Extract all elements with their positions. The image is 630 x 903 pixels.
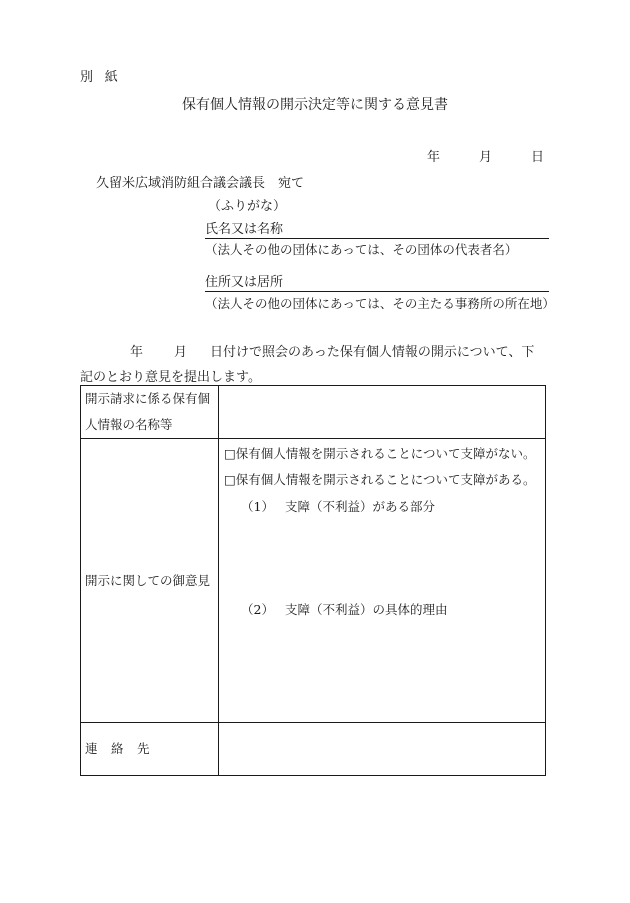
contact-input[interactable]: [219, 723, 546, 776]
opinion-cell[interactable]: [219, 439, 546, 723]
intro-line-1: [130, 341, 534, 360]
furigana-label: （ふりがな）: [208, 199, 287, 214]
objection-reason-label: （2） 支障（不利益）の具体的理由: [241, 602, 448, 617]
date-year: 年: [427, 150, 441, 165]
option-objection-checkbox[interactable]: □保有個人情報を開示されることについて支障がある。: [224, 472, 536, 487]
intro-month: 月: [174, 345, 188, 360]
date-line: [427, 146, 544, 165]
info-name-label: 開示請求に係る保有個 人情報の名称等: [81, 386, 219, 439]
table-row: [81, 439, 546, 723]
date-month: 月: [479, 150, 493, 165]
objection-part-label: （1） 支障（不利益）がある部分: [241, 499, 436, 514]
intro-text: 日付けで照会のあった保有個人情報の開示について、下: [210, 345, 535, 360]
option-no-objection-checkbox[interactable]: □保有個人情報を開示されることについて支障がない。: [224, 446, 536, 461]
attachment-label: 別紙: [80, 70, 130, 85]
opinion-label: 開示に関しての御意見: [81, 439, 219, 723]
intro-year: 年: [130, 345, 144, 360]
table-row: [81, 386, 546, 439]
name-field[interactable]: 氏名又は名称: [205, 218, 549, 239]
info-name-input[interactable]: [219, 386, 546, 439]
intro-line-2: 記のとおり意見を提出します。: [80, 370, 261, 385]
document-title: 保有個人情報の開示決定等に関する意見書: [182, 97, 448, 113]
address-field[interactable]: 住所又は居所: [205, 271, 549, 292]
addressee: 久留米広域消防組合議会議長 宛て: [96, 176, 305, 191]
name-note: （法人その他の団体にあっては、その団体の代表者名）: [205, 242, 518, 257]
contact-label: 連 絡 先: [81, 723, 219, 776]
address-note: （法人その他の団体にあっては、その主たる事務所の所在地）: [205, 296, 555, 311]
date-day: 日: [531, 150, 545, 165]
opinion-form-table: [80, 385, 546, 776]
table-row: [81, 723, 546, 776]
